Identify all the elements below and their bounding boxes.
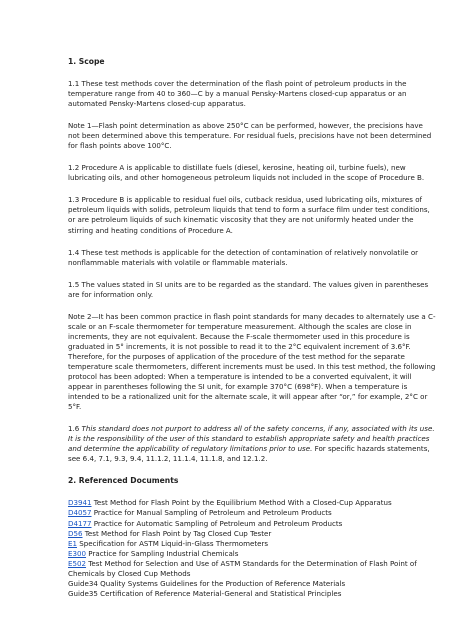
reference-link[interactable]: E1 (68, 538, 77, 548)
reference-item (68, 519, 436, 529)
paragraph-1-2: 1.2 Procedure A is applicable to distillate fuels (diesel, kerosine, heating oil, turbine fuels), new lubricating oils, and other homogeneous petroleum liquids not included in the scope of Procedure B. (68, 163, 425, 183)
reference-link[interactable]: E300 (68, 548, 87, 558)
paragraph-1-6-safety-caveat: This standard does not purport to address all of the safety concerns, if any, associated with its use. It is the responsibility of the user of this standard to establish appropriate safety and health practices and determine the applicability of regulatory limitations prior to use. (68, 424, 435, 454)
paragraph-1-6 (68, 424, 436, 464)
reference-title: Specification for ASTM Liquid-in-Glass Thermometers (77, 538, 269, 548)
reference-link[interactable]: D4057 (68, 508, 92, 518)
reference-link[interactable]: E502 (68, 558, 87, 568)
reference-title: Test Method for Flash Point by the Equilibrium Method With a Closed-Cup Apparatus (91, 498, 392, 508)
section-heading-scope: 1. Scope (68, 57, 105, 66)
section-heading-referenced-documents: 2. Referenced Documents (68, 476, 179, 486)
reference-link[interactable]: D56 (68, 528, 83, 538)
reference-item (68, 498, 436, 508)
reference-item (68, 579, 436, 589)
reference-item (68, 539, 436, 549)
reference-title: Guide35 Certification of Reference Material-General and Statistical Principles (68, 588, 342, 598)
paragraph-1-5: 1.5 The values stated in SI units are to be regarded as the standard. The values given in parentheses are for information only. (68, 279, 429, 299)
reference-title: Practice for Automatic Sampling of Petroleum and Petroleum Products (91, 518, 343, 528)
paragraph-1-4: 1.4 These test methods is applicable for the detection of contamination of relatively nonvolatile or nonflammable materials with volatile or flammable materials. (68, 247, 419, 267)
reference-item (68, 529, 436, 539)
reference-link[interactable]: D4177 (68, 518, 92, 528)
reference-item (68, 559, 436, 579)
note-2: Note 2—It has been common practice in flash point standards for many decades to alternately use a C-scale or an F-scale thermometer for temperature measurement. Although the scales are close in increments, they are not equivalent. Because the F-scale thermometer used in this procedure is graduated in 5° increments, it is not possible to read it to the 2°C equivalent increment of 3.6°F. Therefore, for the purposes of application of the procedure of the test method for the separate temperature scale thermometers, different increments must be used. In this test method, the following protocol has been adopted: When a temperature is intended to be a converted equivalent, it will appear in parentheses following the SI unit, for example 370°C (698°F). When a temperature is intended to be a rationalized unit for the alternate scale, it will appear after “or,” for example, 2°C or 5°F. (68, 311, 436, 412)
reference-item (68, 589, 436, 599)
reference-item (68, 549, 436, 559)
referenced-documents-list (68, 498, 436, 598)
paragraph-1-6-hazards: For specific hazards statements, see 6.4, 7.1, 9.3, 9.4, 11.1.2, 11.1.4, 11.1.8, and 12.1.2. (68, 444, 430, 464)
reference-item (68, 508, 436, 518)
paragraph-1-1: 1.1 These test methods cover the determination of the flash point of petroleum products in the temperature range from 40 to 360—C by a manual Pensky-Martens closed-cup apparatus or an automated Pensky-Martens closed-cup apparatus. (68, 79, 407, 109)
reference-title: Test Method for Flash Point by Tag Closed Cup Tester (82, 528, 272, 538)
reference-title: Practice for Manual Sampling of Petroleum and Petroleum Products (91, 508, 332, 518)
reference-title: Guide34 Quality Systems Guidelines for the Production of Reference Materials (68, 578, 346, 588)
reference-title: Test Method for Selection and Use of ASTM Standards for the Determination of Flash Point of Chemicals by Closed Cup Methods (68, 558, 417, 578)
note-1: Note 1—Flash point determination as above 250°C can be performed, however, the precisions have not been determined above this temperature. For residual fuels, precisions have not been determined for flash points above 100°C. (68, 121, 432, 151)
paragraph-1-3: 1.3 Procedure B is applicable to residual fuel oils, cutback residua, used lubricating oils, mixtures of petroleum liquids with solids, petroleum liquids that tend to form a surface film under test conditions, or are petroleum liquids of such kinematic viscosity that they are not uniformly heated under the stirring and heating conditions of Procedure A. (68, 195, 430, 235)
reference-link[interactable]: D3941 (68, 498, 92, 508)
reference-title: Practice for Sampling Industrial Chemicals (86, 548, 239, 558)
paragraph-1-6-number: 1.6 (68, 424, 82, 434)
